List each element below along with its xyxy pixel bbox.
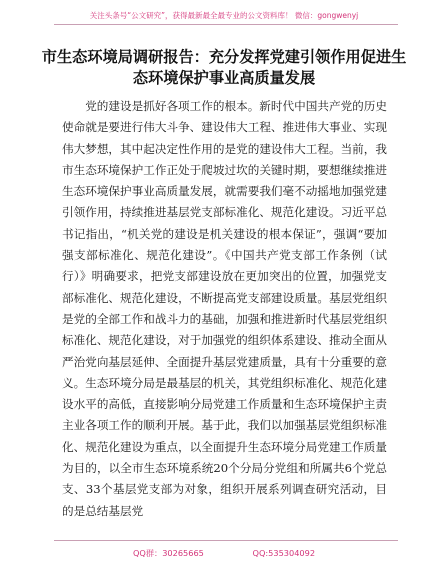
header-divider xyxy=(54,24,398,25)
footer xyxy=(0,548,448,559)
document-body: 党的建设是抓好各项工作的根本。新时代中国共产党的历史使命就是要进行伟大斗争、建设伟大工程、推进伟大事业、实现伟大梦想，其中起决定性作用的是党的建设伟大工程。当前，我市生态环境保护工作正处于爬坡过坎的关键时期，要想继续推进生态环境保护事业高质量发展，就需要我们毫不动摇地加强党建引领作用，持续推进基层党支部标准化、规范化建设。习近平总书记指出，“机关党的建设是机关建设的根本保证”，强调“要加强支部标准化、规范化建设”。《中国共产党支部工作条例（试行）》明确要求，把党支部建设放在更加突出的位置，加强党支部标准化、规范化建设，不断提高党支部建设质量。基层党组织是党的全部工作和战斗力的基础，加强和推进新时代基层党组织标准化、规范化建设，对于加强党的组织体系建设、推动全面从严治党向基层延伸、全面提升基层党建质量，具有十分重要的意义。生态环境分局是最基层的机关，其党组织标准化、规范化建设水平的高低，直接影响分局党建工作质量和生态环境保护主责主业各项工作的顺利开展。基于此，我们以加强基层党组织标准化、规范化建设为重点，以全面提升生态环境分局党建工作质量为目的，以全市生态环境系统20个分局分党组和所属共6个党总支、33个基层党支部为对象，组织开展系列调查研究活动，目的是总结基层党 xyxy=(62,99,387,518)
document-title: 市生态环境局调研报告：充分发挥党建引领作用促进生态环境保护事业高质量发展 xyxy=(41,48,407,87)
footer-divider xyxy=(54,540,398,541)
footer-qq-number: QQ:535304092 xyxy=(252,548,316,558)
header-banner: 关注头条号“公文研究”，获得最新最全最专业的公文资料库！ 微信：gongwenyj xyxy=(89,11,359,20)
footer-qq-group: QQ群：30265665 xyxy=(132,548,204,558)
